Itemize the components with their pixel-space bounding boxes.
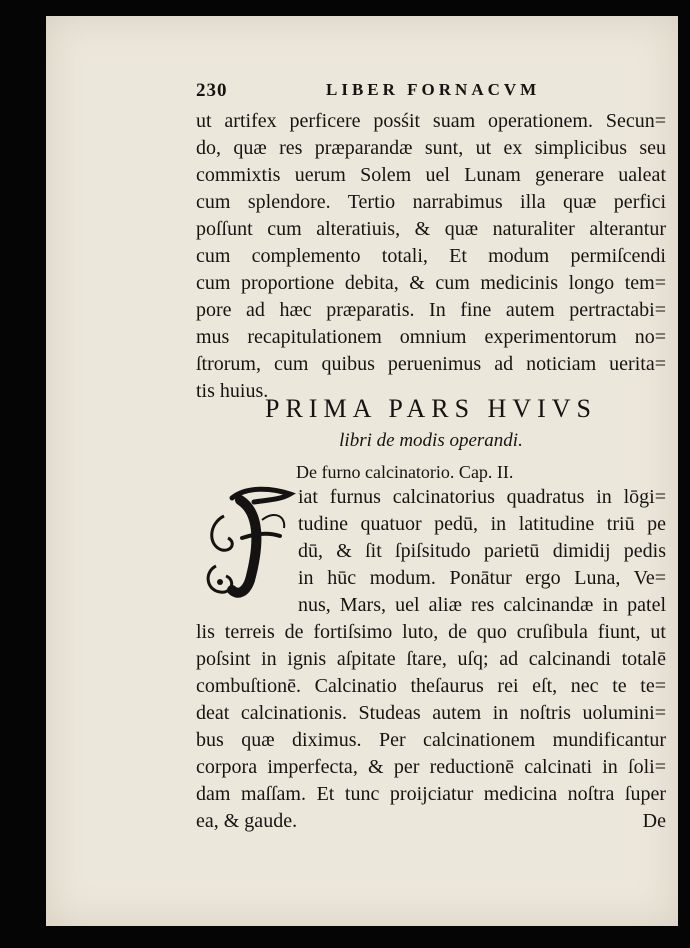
text-line: iat furnus calcinatorius quadratus in lōgi= (298, 486, 666, 508)
book-page (46, 16, 678, 926)
decorated-initial (202, 480, 302, 600)
text-line: deat calcinationis. Studeas autem in noſtris uolumini= (196, 702, 666, 724)
text-line: cum complemento totali, Et modum permiſcendi (196, 245, 666, 267)
text-line: combuſtionē. Calcinatio theſaurus rei eſt, nec te te= (196, 675, 666, 697)
last-line (196, 808, 666, 835)
text-line: ut artifex perficere posśit suam operationem. Secun= (196, 110, 666, 132)
text-line: cum splendore. Tertio narrabimus illa quæ perfici (196, 191, 666, 213)
text-line: tis huius. (196, 380, 269, 402)
closing-text: ea, & gaude. (196, 810, 298, 832)
text-line: poſsint in ignis aſpitate ſtare, uſq; ad calcinandi totalē (196, 648, 666, 670)
running-head (196, 80, 666, 106)
chapter-title: De furno calcinatorio. Cap. II. (296, 462, 514, 482)
text-line: tudine quatuor pedū, in latitudine triū pe (298, 513, 666, 535)
catchword: De (642, 810, 666, 832)
intro-paragraph (196, 108, 666, 405)
chapter-paragraph (196, 619, 666, 835)
part-subtitle: libri de modis operandi. (339, 430, 523, 451)
text-line: cum proportione debita, & cum medicinis longo tem= (196, 272, 666, 294)
text-line: in hūc modum. Ponātur ergo Luna, Ve= (298, 567, 666, 589)
text-line: pore ad hæc præparatis. In fine autem pertractabi= (196, 299, 666, 321)
page-number: 230 (196, 80, 228, 101)
text-line: ſtrorum, cum quibus peruenimus ad noticiam uerita= (196, 353, 666, 375)
text-line: corpora imperfecta, & per reductionē calcinati in ſoli= (196, 756, 666, 778)
text-line: mus recapitulationem omnium experimentorum no= (196, 326, 666, 348)
decorated-initial-f-icon (202, 480, 302, 600)
text-line: bus quæ diximus. Per calcinationem mundificantur (196, 729, 666, 751)
text-line: poſſunt cum alteratiuis, & quæ naturaliter alterantur (196, 218, 666, 240)
text-line: dū, & ſit ſpiſsitudo parietū dimidij pedis (298, 540, 666, 562)
running-head-title: LIBER FORNACVM (326, 80, 541, 99)
text-line: nus, Mars, uel aliæ res calcinandæ in patel (298, 594, 666, 616)
text-line: lis terreis de fortiſsimo luto, de quo cruſibula fiunt, ut (196, 621, 666, 643)
text-line: dam maſſam. Et tunc proijciatur medicina noſtra ſuper (196, 783, 666, 805)
initial-lines (298, 484, 666, 619)
text-line: do, quæ res præparandæ sunt, ut ex simplicibus seu (196, 137, 666, 159)
text-line: commixtis uerum Solem uel Lunam generare ualeat (196, 164, 666, 186)
part-title: PRIMA PARS HVIVS (264, 394, 598, 423)
